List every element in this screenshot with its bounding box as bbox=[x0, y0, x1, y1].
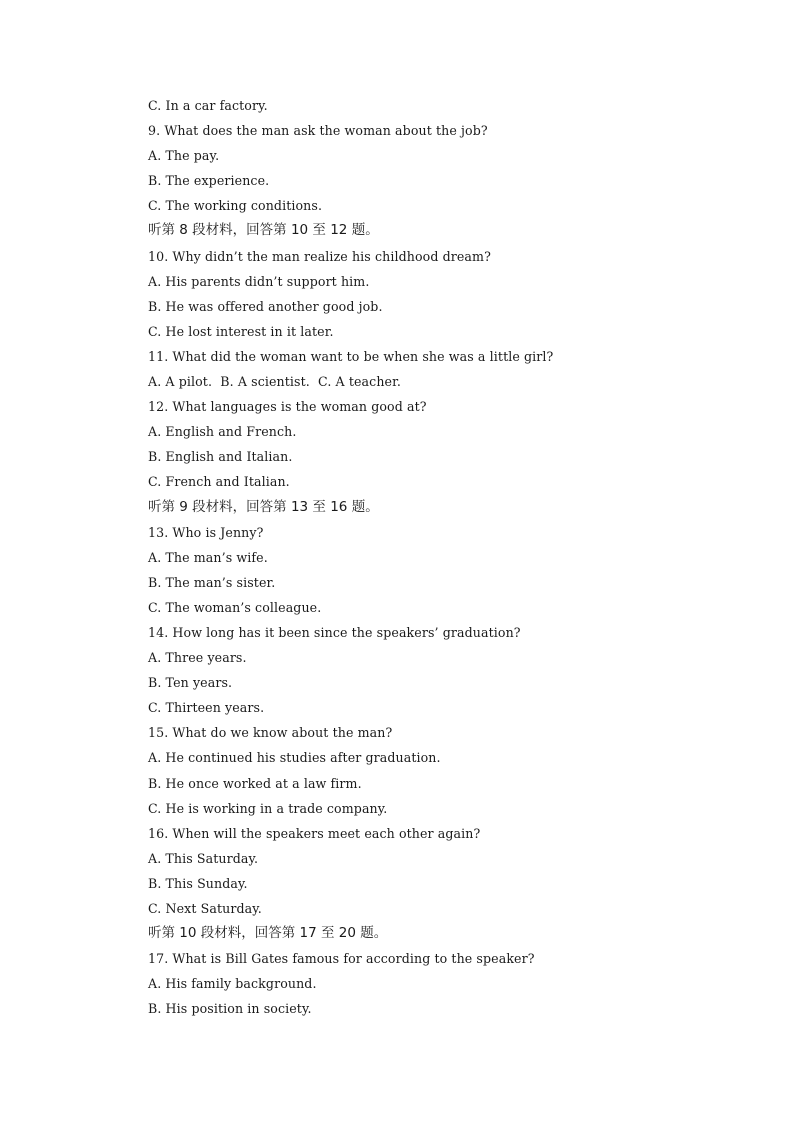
section-heading: 听第 9 段材料，回答第 13 至 16 题。 bbox=[148, 498, 379, 515]
option-line: A. A pilot. B. A scientist. C. A teacher. bbox=[148, 374, 401, 390]
option-line: A. The man’s wife. bbox=[148, 549, 268, 565]
option-line: C. The woman’s colleague. bbox=[148, 599, 322, 615]
question-line: 14. How long has it been since the speakers’ graduation? bbox=[148, 624, 521, 640]
option-line: B. The experience. bbox=[148, 173, 270, 189]
option-line: C. Next Saturday. bbox=[148, 901, 262, 916]
option-line: A. English and French. bbox=[148, 424, 297, 440]
option-line: B. His position in society. bbox=[148, 1001, 312, 1017]
option-line: A. He continued his studies after graduation. bbox=[148, 750, 441, 766]
option-line: A. The pay. bbox=[148, 148, 220, 164]
question-line: 17. What is Bill Gates famous for according to the speaker? bbox=[148, 951, 535, 967]
option-line: C. French and Italian. bbox=[148, 474, 290, 490]
section-heading: 听第 8 段材料，回答第 10 至 12 题。 bbox=[148, 222, 379, 239]
option-line: C. The working conditions. bbox=[148, 198, 323, 214]
option-line: B. This Sunday. bbox=[148, 875, 248, 891]
option-line: C. In a car factory. bbox=[148, 98, 268, 113]
question-line: 12. What languages is the woman good at? bbox=[148, 399, 427, 415]
option-line: A. His parents didn’t support him. bbox=[148, 273, 370, 289]
option-line: A. Three years. bbox=[148, 650, 247, 666]
option-line: B. English and Italian. bbox=[148, 449, 293, 465]
question-line: 13. Who is Jenny? bbox=[148, 524, 264, 540]
section-heading: 听第 10 段材料，回答第 17 至 20 题。 bbox=[148, 925, 388, 942]
option-line: B. Ten years. bbox=[148, 675, 233, 691]
option-line: B. He was offered another good job. bbox=[148, 298, 383, 314]
option-line: A. This Saturday. bbox=[148, 850, 259, 866]
option-line: C. Thirteen years. bbox=[148, 700, 265, 716]
question-line: 16. When will the speakers meet each other again? bbox=[148, 825, 481, 841]
option-line: C. He lost interest in it later. bbox=[148, 323, 334, 339]
question-line: 11. What did the woman want to be when she was a little girl? bbox=[148, 348, 554, 364]
option-line: B. He once worked at a law firm. bbox=[148, 775, 362, 791]
option-line: B. The man’s sister. bbox=[148, 574, 276, 590]
question-line: 9. What does the man ask the woman about the job? bbox=[148, 123, 488, 139]
question-line: 15. What do we know about the man? bbox=[148, 725, 393, 741]
question-line: 10. Why didn’t the man realize his childhood dream? bbox=[148, 248, 491, 264]
document-page bbox=[148, 93, 748, 1021]
option-line: A. His family background. bbox=[148, 976, 317, 992]
option-line: C. He is working in a trade company. bbox=[148, 800, 388, 816]
